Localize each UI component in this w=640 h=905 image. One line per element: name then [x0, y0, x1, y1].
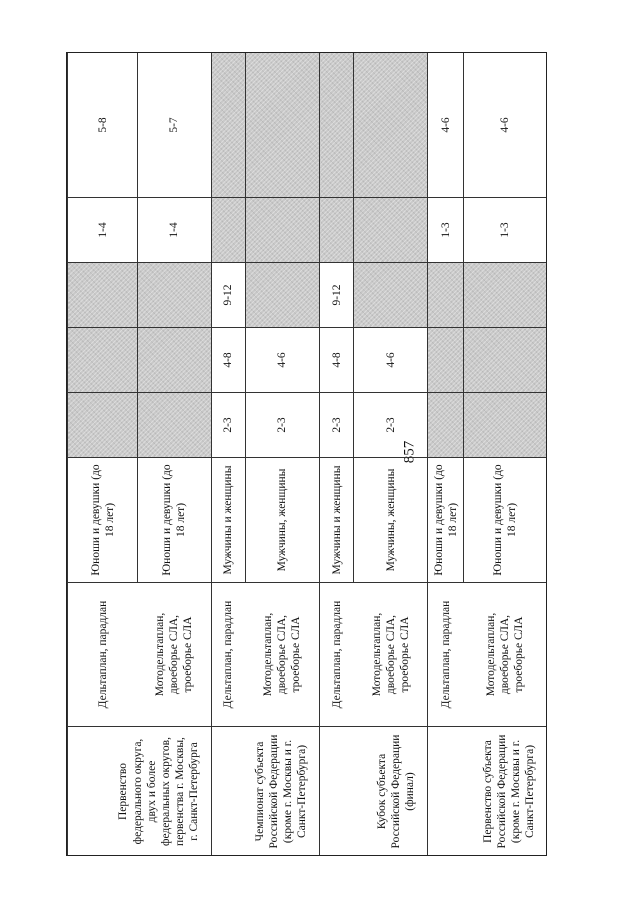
- competition-cell: Первенство федерального округа, двух и более федеральных округов, первенства г. Москвы, г. Санкт-Петербурга: [68, 727, 212, 857]
- value-cell: 4-8: [211, 328, 245, 393]
- value-cell: 4-6: [245, 328, 319, 393]
- value-cell: [320, 53, 354, 198]
- value-cell: 1-3: [463, 198, 547, 263]
- value-cell: [138, 328, 211, 393]
- value-cell: 1-3: [428, 198, 463, 263]
- value-cell: [428, 393, 463, 458]
- group-cell: Мужчины и женщины: [211, 458, 245, 583]
- value-cell: 2-3: [211, 393, 245, 458]
- discipline-cell: Дельтаплан, парадлан: [428, 583, 463, 727]
- discipline-cell: Дельтаплан, парадлан: [211, 583, 245, 727]
- value-cell: 2-3: [354, 393, 428, 458]
- table-row: [68, 53, 138, 857]
- discipline-cell: Мотодельтаплан, двоеборье СЛА, троеборье СЛА: [463, 583, 547, 727]
- group-cell: Юноши и девушки (до 18 лет): [463, 458, 547, 583]
- value-cell: [428, 263, 463, 328]
- discipline-cell: Дельтаплан, парадлан: [68, 583, 138, 727]
- competition-cell: Первенство субъекта Российской Федерации (кроме г. Москвы и г. Санкт-Петербурга): [428, 727, 547, 857]
- value-cell: [463, 328, 547, 393]
- value-cell: 2-3: [320, 393, 354, 458]
- group-cell: Юноши и девушки (до 18 лет): [138, 458, 211, 583]
- table-row: [211, 53, 245, 857]
- table-row: [428, 53, 463, 857]
- value-cell: [245, 53, 319, 198]
- value-cell: [428, 328, 463, 393]
- discipline-cell: Мотодельтаплан, двоеборье СЛА, троеборье СЛА: [354, 583, 428, 727]
- value-cell: [463, 263, 547, 328]
- value-cell: 1-4: [138, 198, 211, 263]
- table-row: [320, 53, 354, 857]
- value-cell: 2-3: [245, 393, 319, 458]
- competition-cell: Кубок субъекта Российской Федерации (финал): [320, 727, 428, 857]
- value-cell: 4-6: [463, 53, 547, 198]
- value-cell: [68, 328, 138, 393]
- value-cell: [463, 393, 547, 458]
- value-cell: [211, 198, 245, 263]
- discipline-cell: Дельтаплан, парадлан: [320, 583, 354, 727]
- group-cell: Юноши и девушки (до 18 лет): [68, 458, 138, 583]
- value-cell: [354, 263, 428, 328]
- value-cell: 1-4: [68, 198, 138, 263]
- value-cell: [138, 263, 211, 328]
- value-cell: [354, 53, 428, 198]
- value-cell: [245, 263, 319, 328]
- group-cell: Мужчины, женщины: [245, 458, 319, 583]
- rank-requirements-table: [67, 52, 547, 856]
- value-cell: 5-8: [68, 53, 138, 198]
- value-cell: [354, 198, 428, 263]
- value-cell: 4-6: [428, 53, 463, 198]
- discipline-cell: Мотодельтаплан, двоеборье СЛА, троеборье СЛА: [245, 583, 319, 727]
- group-cell: Мужчины, женщины: [354, 458, 428, 583]
- value-cell: 5-7: [138, 53, 211, 198]
- competition-cell: Чемпионат субъекта Российской Федерации (кроме г. Москвы и г. Санкт-Петербурга): [211, 727, 319, 857]
- value-cell: 4-6: [354, 328, 428, 393]
- value-cell: [68, 263, 138, 328]
- value-cell: 4-8: [320, 328, 354, 393]
- table-frame: [66, 52, 547, 856]
- rotated-table-container: [67, 53, 547, 856]
- value-cell: 9-12: [211, 263, 245, 328]
- value-cell: [320, 198, 354, 263]
- value-cell: [138, 393, 211, 458]
- value-cell: [68, 393, 138, 458]
- value-cell: [245, 198, 319, 263]
- group-cell: Юноши и девушки (до 18 лет): [428, 458, 463, 583]
- value-cell: [211, 53, 245, 198]
- group-cell: Мужчины и женщины: [320, 458, 354, 583]
- value-cell: 9-12: [320, 263, 354, 328]
- discipline-cell: Мотодельтаплан, двоеборье СЛА, троеборье СЛА: [138, 583, 211, 727]
- page-number: 857: [401, 440, 418, 464]
